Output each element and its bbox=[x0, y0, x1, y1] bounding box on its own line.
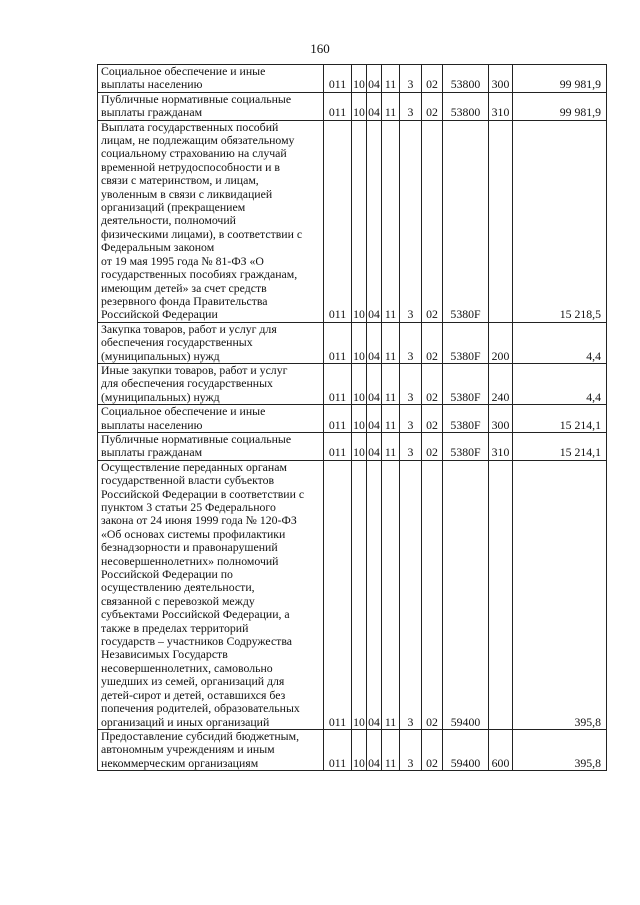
ministry-code-cell: 011 bbox=[324, 432, 352, 460]
row-name-line: (муниципальных) нужд bbox=[101, 348, 220, 363]
row-name-line: Выплата государственных пособий bbox=[101, 120, 279, 134]
expense-type-cell bbox=[489, 460, 513, 729]
subsection-code-cell: 04 bbox=[367, 120, 382, 322]
amount-cell: 4,4 bbox=[513, 322, 607, 363]
table-row bbox=[98, 65, 607, 93]
page-number: 160 bbox=[310, 41, 330, 56]
row-name-line: выплаты гражданам bbox=[101, 105, 203, 120]
row-name-line: для обеспечения государственных bbox=[101, 376, 273, 391]
row-name-line: закона от 24 июня 1999 года № 120-ФЗ bbox=[101, 513, 297, 528]
ministry-code-cell: 011 bbox=[324, 729, 352, 770]
row-name-line: резервного фонда Правительства bbox=[101, 293, 268, 308]
expense-type-cell: 240 bbox=[489, 363, 513, 404]
section-code-cell: 10 bbox=[352, 92, 367, 120]
subprogram-code-cell: 3 bbox=[400, 120, 422, 322]
budget-table bbox=[97, 64, 607, 771]
direction-code-cell: 59400 bbox=[443, 460, 489, 729]
row-name-line: государств – участников Содружества bbox=[101, 634, 292, 649]
section-code-cell: 10 bbox=[352, 363, 367, 404]
row-name-line: Закупка товаров, работ и услуг для bbox=[101, 322, 277, 336]
main-event-code-cell: 02 bbox=[422, 432, 443, 460]
section-code-cell: 10 bbox=[352, 65, 367, 93]
row-name-cell bbox=[98, 92, 324, 120]
expense-type-cell: 300 bbox=[489, 65, 513, 93]
row-name-line: попечения родителей, образовательных bbox=[101, 701, 300, 716]
row-name-line: Российской Федерации в соответствии с bbox=[101, 486, 305, 501]
subsection-code-cell: 04 bbox=[367, 729, 382, 770]
row-name-line: субъектами Российской Федерации, а bbox=[101, 607, 290, 622]
row-name-line: Осуществление переданных органам bbox=[101, 460, 287, 474]
direction-code-cell: 5380F bbox=[443, 405, 489, 433]
table-row bbox=[98, 120, 607, 322]
program-code-cell: 11 bbox=[382, 729, 400, 770]
main-event-code-cell: 02 bbox=[422, 363, 443, 404]
subsection-code-cell: 04 bbox=[367, 92, 382, 120]
amount-cell: 99 981,9 bbox=[513, 65, 607, 93]
subsection-code-cell: 04 bbox=[367, 405, 382, 433]
program-code-cell: 11 bbox=[382, 65, 400, 93]
amount-cell: 395,8 bbox=[513, 460, 607, 729]
row-name-line: Иные закупки товаров, работ и услуг bbox=[101, 363, 288, 377]
amount-cell: 395,8 bbox=[513, 729, 607, 770]
row-name-line: Социальное обеспечение и иные bbox=[101, 64, 266, 78]
row-name-line: Независимых Государств bbox=[101, 647, 228, 662]
ministry-code-cell: 011 bbox=[324, 460, 352, 729]
row-name-cell bbox=[98, 405, 324, 433]
program-code-cell: 11 bbox=[382, 405, 400, 433]
amount-cell: 15 214,1 bbox=[513, 405, 607, 433]
expense-type-cell: 310 bbox=[489, 92, 513, 120]
expense-type-cell: 200 bbox=[489, 322, 513, 363]
table-row bbox=[98, 460, 607, 729]
ministry-code-cell: 011 bbox=[324, 363, 352, 404]
expense-type-cell: 600 bbox=[489, 729, 513, 770]
row-name-line: Предоставление субсидий бюджетным, bbox=[101, 729, 300, 743]
subprogram-code-cell: 3 bbox=[400, 729, 422, 770]
row-name-line: физическими лицами), в соответствии с bbox=[101, 226, 303, 241]
section-code-cell: 10 bbox=[352, 120, 367, 322]
program-code-cell: 11 bbox=[382, 460, 400, 729]
section-code-cell: 10 bbox=[352, 729, 367, 770]
subsection-code-cell: 04 bbox=[367, 363, 382, 404]
direction-code-cell: 5380F bbox=[443, 120, 489, 322]
row-name-line: детей-сирот и детей, оставшихся без bbox=[101, 687, 286, 702]
row-name-line: Российской Федерации по bbox=[101, 567, 233, 582]
amount-cell: 4,4 bbox=[513, 363, 607, 404]
section-code-cell: 10 bbox=[352, 322, 367, 363]
table-row bbox=[98, 92, 607, 120]
subsection-code-cell: 04 bbox=[367, 65, 382, 93]
direction-code-cell: 53800 bbox=[443, 65, 489, 93]
main-event-code-cell: 02 bbox=[422, 322, 443, 363]
direction-code-cell: 5380F bbox=[443, 363, 489, 404]
row-name-line: государственной власти субъектов bbox=[101, 473, 275, 488]
subprogram-code-cell: 3 bbox=[400, 460, 422, 729]
row-name-line: ушедших из семей, организаций для bbox=[101, 674, 285, 689]
row-name-cell bbox=[98, 460, 324, 729]
row-name-line: Публичные нормативные социальные bbox=[101, 92, 292, 106]
row-name-line: социальному страхованию на случай bbox=[101, 146, 287, 161]
row-name-line: выплаты населению bbox=[101, 77, 203, 92]
row-name-line: организаций (прекращением bbox=[101, 200, 246, 215]
row-name-cell bbox=[98, 432, 324, 460]
amount-cell: 99 981,9 bbox=[513, 92, 607, 120]
row-name-line: пунктом 3 статьи 25 Федерального bbox=[101, 500, 276, 514]
ministry-code-cell: 011 bbox=[324, 92, 352, 120]
row-name-line: Социальное обеспечение и иные bbox=[101, 404, 266, 419]
amount-cell: 15 214,1 bbox=[513, 432, 607, 460]
row-name-line: «Об основах системы профилактики bbox=[101, 526, 286, 541]
row-name-cell bbox=[98, 65, 324, 93]
row-name-line: лицам, не подлежащим обязательному bbox=[101, 133, 295, 148]
row-name-line: Российской Федерации bbox=[101, 307, 218, 322]
row-name-cell bbox=[98, 120, 324, 322]
direction-code-cell: 59400 bbox=[443, 729, 489, 770]
row-name-line: (муниципальных) нужд bbox=[101, 389, 220, 404]
main-event-code-cell: 02 bbox=[422, 92, 443, 120]
row-name-line: уволенным в связи с ликвидацией bbox=[101, 186, 273, 201]
direction-code-cell: 5380F bbox=[443, 432, 489, 460]
row-name-line: выплаты гражданам bbox=[101, 445, 203, 460]
ministry-code-cell: 011 bbox=[324, 120, 352, 322]
row-name-line: временной нетрудоспособности и в bbox=[101, 159, 281, 174]
direction-code-cell: 5380F bbox=[443, 322, 489, 363]
main-event-code-cell: 02 bbox=[422, 460, 443, 729]
ministry-code-cell: 011 bbox=[324, 322, 352, 363]
section-code-cell: 10 bbox=[352, 405, 367, 433]
row-name-line: некоммерческим организациям bbox=[101, 755, 259, 770]
row-name-line: деятельности, полномочий bbox=[101, 213, 236, 228]
row-name-line: осуществлению деятельности, bbox=[101, 580, 255, 595]
subsection-code-cell: 04 bbox=[367, 460, 382, 729]
row-name-line: связи с материнством, и лицам, bbox=[101, 173, 259, 188]
row-name-cell bbox=[98, 729, 324, 770]
subprogram-code-cell: 3 bbox=[400, 65, 422, 93]
program-code-cell: 11 bbox=[382, 322, 400, 363]
expense-type-cell bbox=[489, 120, 513, 322]
ministry-code-cell: 011 bbox=[324, 65, 352, 93]
ministry-code-cell: 011 bbox=[324, 405, 352, 433]
main-event-code-cell: 02 bbox=[422, 120, 443, 322]
table-row bbox=[98, 405, 607, 433]
expense-type-cell: 310 bbox=[489, 432, 513, 460]
program-code-cell: 11 bbox=[382, 432, 400, 460]
subsection-code-cell: 04 bbox=[367, 432, 382, 460]
row-name-line: безнадзорности и правонарушений bbox=[101, 540, 278, 555]
program-code-cell: 11 bbox=[382, 92, 400, 120]
table-row bbox=[98, 729, 607, 770]
section-code-cell: 10 bbox=[352, 432, 367, 460]
subprogram-code-cell: 3 bbox=[400, 405, 422, 433]
row-name-cell bbox=[98, 322, 324, 363]
main-event-code-cell: 02 bbox=[422, 65, 443, 93]
table-row bbox=[98, 322, 607, 363]
row-name-line: имеющим детей» за счет средств bbox=[101, 280, 267, 295]
row-name-line: выплаты населению bbox=[101, 417, 203, 432]
program-code-cell: 11 bbox=[382, 363, 400, 404]
subprogram-code-cell: 3 bbox=[400, 363, 422, 404]
subprogram-code-cell: 3 bbox=[400, 432, 422, 460]
direction-code-cell: 53800 bbox=[443, 92, 489, 120]
amount-cell: 15 218,5 bbox=[513, 120, 607, 322]
section-code-cell: 10 bbox=[352, 460, 367, 729]
row-name-cell bbox=[98, 363, 324, 404]
subprogram-code-cell: 3 bbox=[400, 92, 422, 120]
row-name-line: государственных пособиях гражданам, bbox=[101, 267, 298, 282]
main-event-code-cell: 02 bbox=[422, 405, 443, 433]
program-code-cell: 11 bbox=[382, 120, 400, 322]
row-name-line: также в пределах территорий bbox=[101, 620, 249, 635]
table-row bbox=[98, 363, 607, 404]
main-event-code-cell: 02 bbox=[422, 729, 443, 770]
table-row bbox=[98, 432, 607, 460]
row-name-line: Публичные нормативные социальные bbox=[101, 432, 292, 446]
subsection-code-cell: 04 bbox=[367, 322, 382, 363]
row-name-line: обеспечения государственных bbox=[101, 335, 253, 350]
row-name-line: автономным учреждениям и иным bbox=[101, 742, 275, 757]
row-name-line: несовершеннолетних» полномочий bbox=[101, 553, 279, 568]
row-name-line: Федеральным законом bbox=[101, 240, 215, 255]
row-name-line: несовершеннолетних, самовольно bbox=[101, 660, 273, 675]
subprogram-code-cell: 3 bbox=[400, 322, 422, 363]
expense-type-cell: 300 bbox=[489, 405, 513, 433]
row-name-line: от 19 мая 1995 года № 81-ФЗ «О bbox=[101, 253, 264, 268]
row-name-line: связанной с перевозкой между bbox=[101, 593, 255, 608]
row-name-line: организаций и иных организаций bbox=[101, 714, 270, 729]
